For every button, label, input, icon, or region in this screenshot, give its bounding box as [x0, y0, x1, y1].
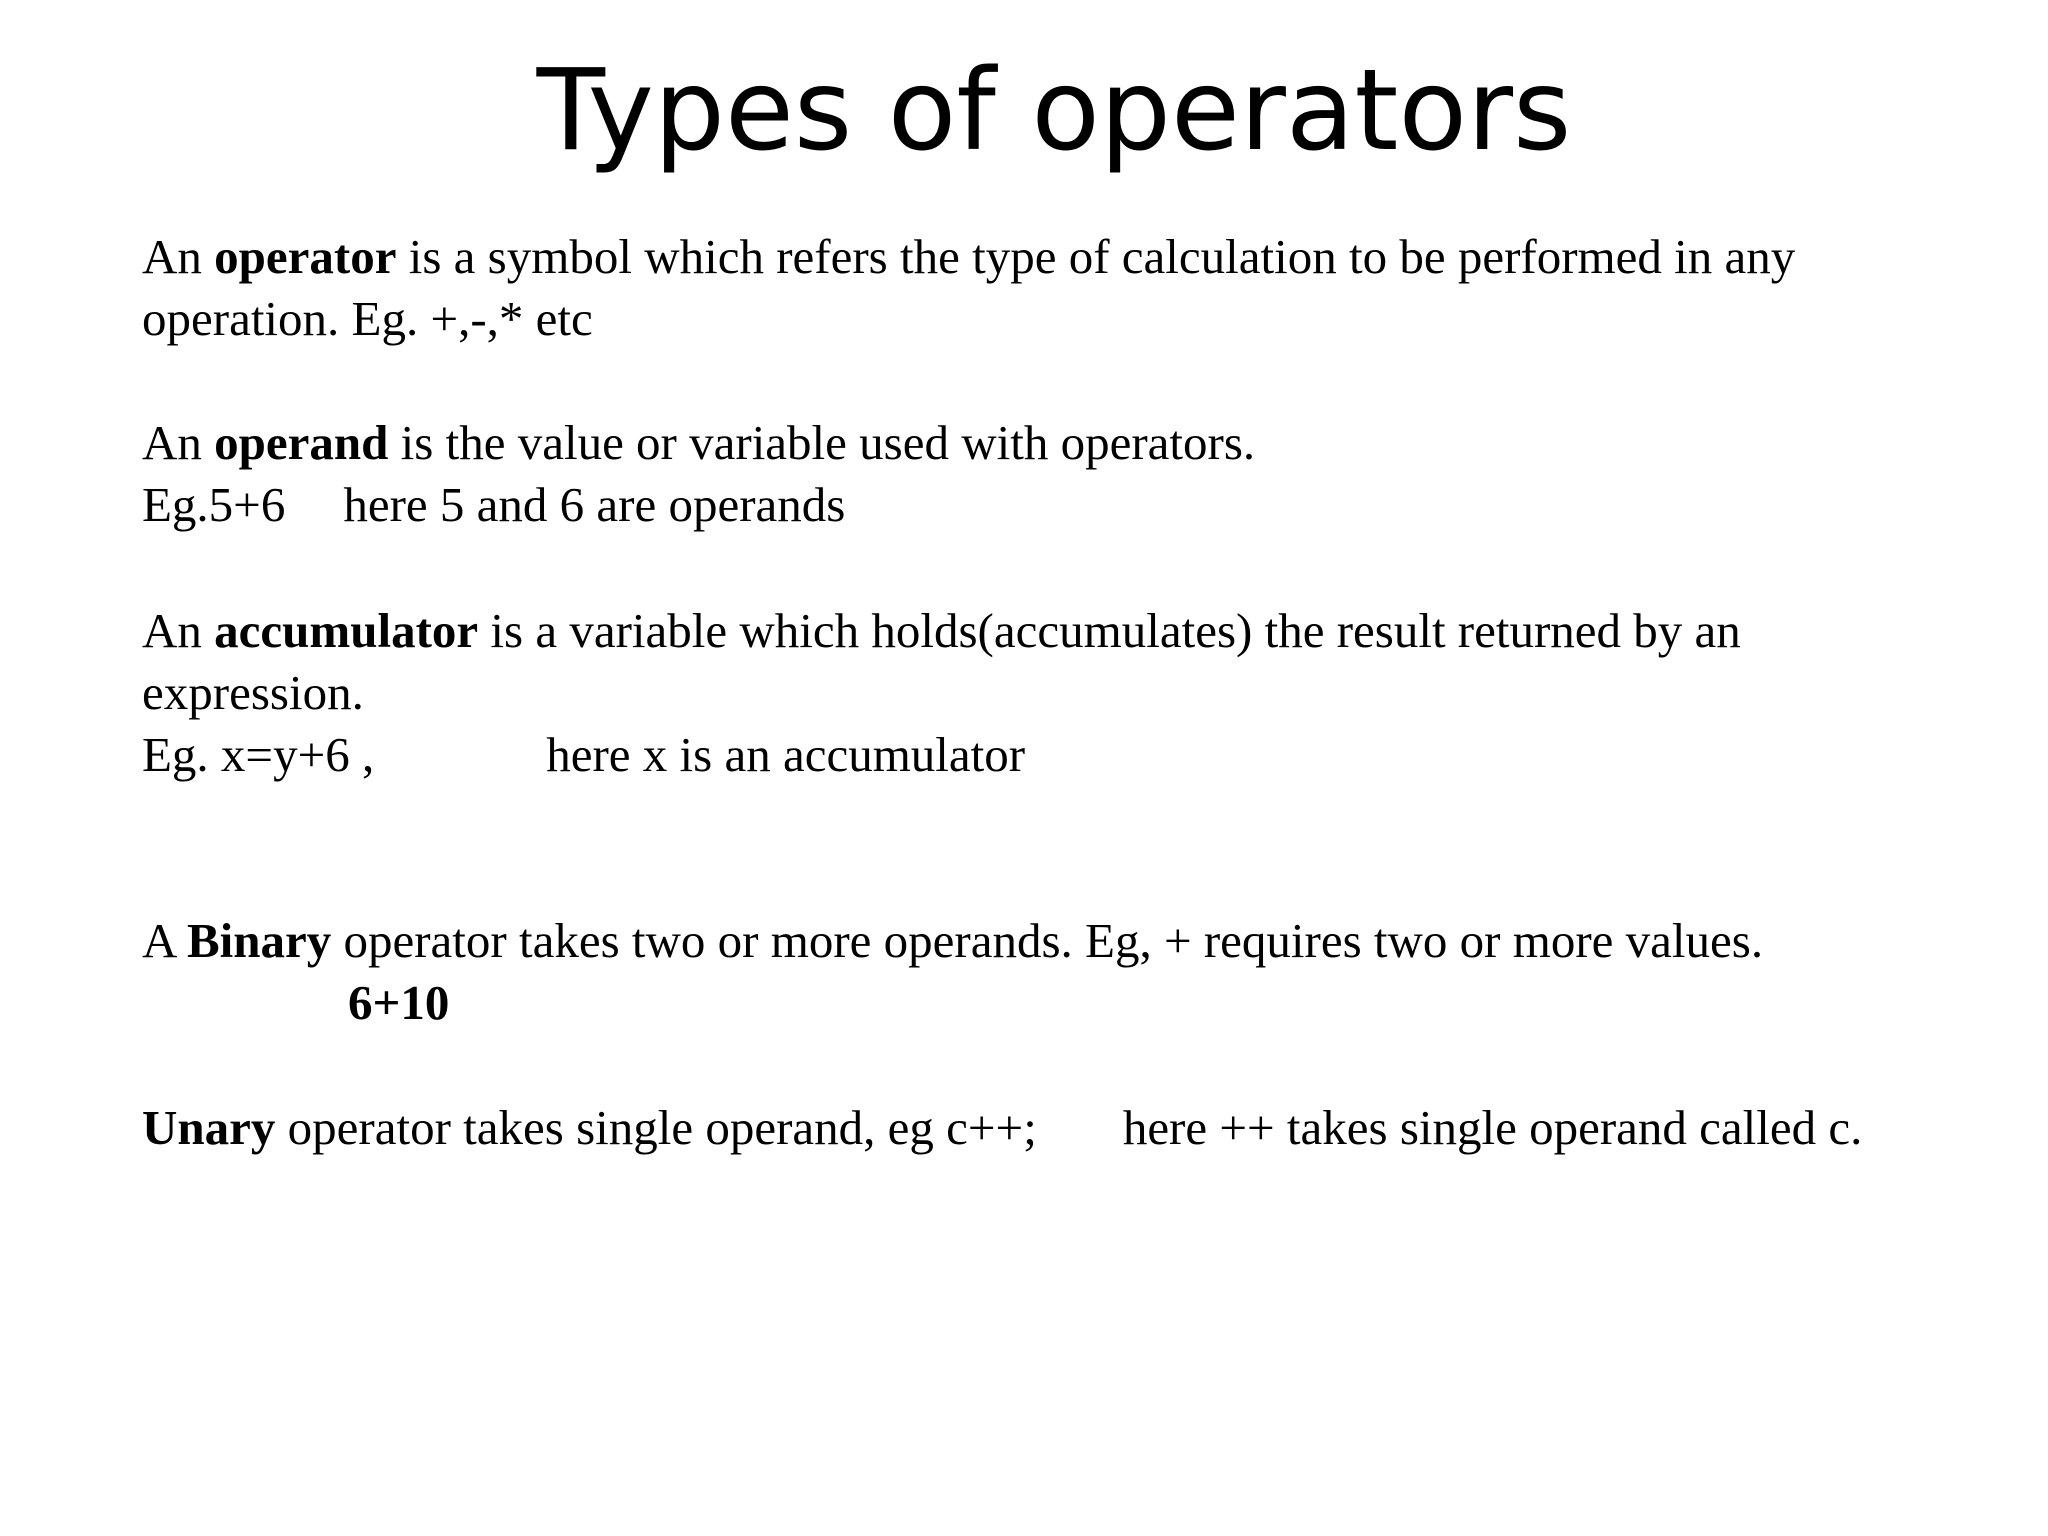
operator-prefix: An — [142, 229, 215, 284]
unary-definition-line — [142, 1097, 1862, 1159]
accumulator-term: accumulator — [214, 603, 479, 658]
accumulator-example-note: here x is an accumulator — [546, 727, 1026, 782]
operator-definition-text: is a symbol which refers the type of calculation to be performed in any — [396, 229, 1796, 284]
slide-title: Types of operators — [536, 46, 1572, 176]
accumulator-prefix: An — [142, 603, 215, 658]
accumulator-definition-line-2: expression. — [142, 665, 364, 720]
operator-definition-line-1 — [142, 226, 1795, 288]
operator-definition-line-2: operation. Eg. +,-,* etc — [142, 291, 593, 346]
operand-term: operand — [214, 415, 389, 470]
binary-term: Binary — [186, 913, 332, 968]
binary-example: 6+10 — [348, 975, 450, 1030]
binary-definition-text: operator takes two or more operands. Eg, + requires two or more values. — [331, 913, 1764, 968]
operand-definition-line — [142, 412, 1255, 474]
operand-example-note: here 5 and 6 are operands — [343, 477, 846, 532]
accumulator-example-line — [142, 724, 1025, 786]
accumulator-definition-text: is a variable which holds(accumulates) the result returned by an — [478, 603, 1741, 658]
unary-example-note: here ++ takes single operand called c. — [1122, 1100, 1863, 1155]
binary-prefix: A — [142, 913, 187, 968]
operator-term: operator — [214, 229, 397, 284]
operand-example-line — [142, 474, 845, 536]
operand-example: Eg.5+6 — [142, 477, 286, 532]
accumulator-example: Eg. x=y+6 , — [142, 727, 375, 782]
accumulator-definition-line-1 — [142, 600, 1741, 662]
binary-definition-line — [142, 910, 1763, 972]
binary-example-line — [142, 972, 449, 1034]
operand-prefix: An — [142, 415, 215, 470]
unary-term: Unary — [142, 1100, 276, 1155]
unary-definition-text: operator takes single operand, eg c++; — [275, 1100, 1037, 1155]
operand-definition-text: is the value or variable used with operators. — [388, 415, 1256, 470]
